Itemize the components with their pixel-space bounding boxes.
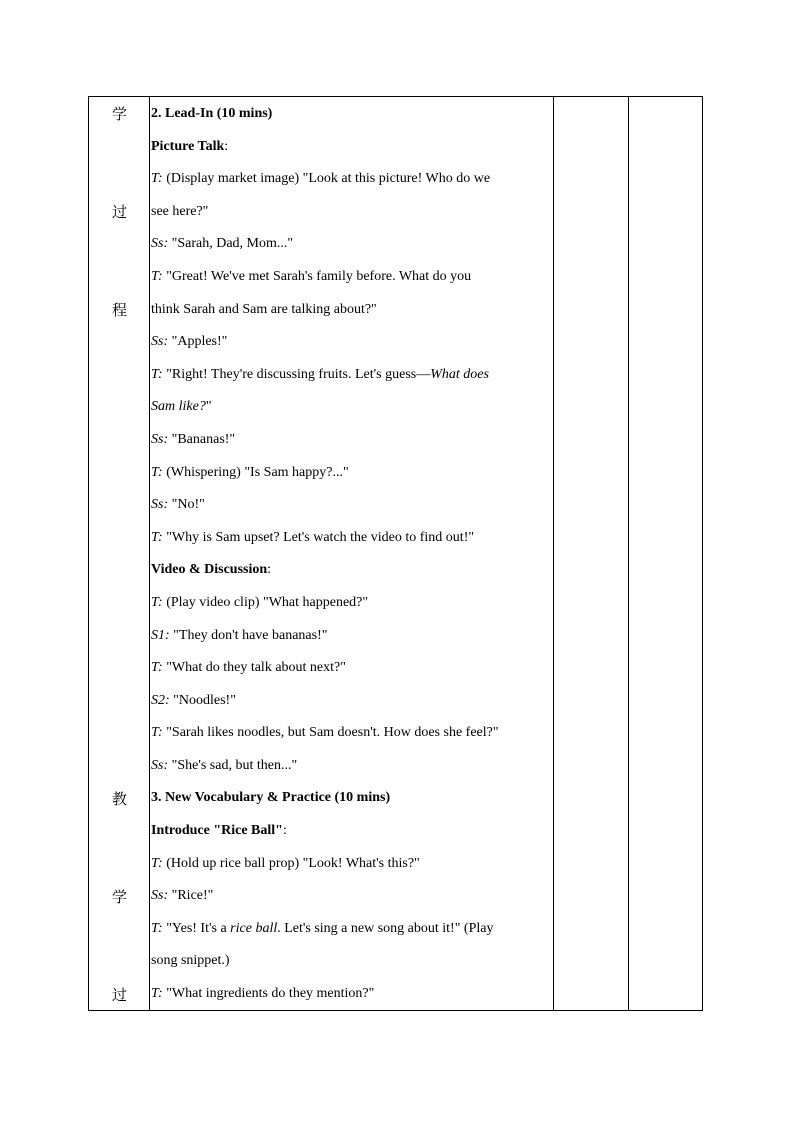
speaker-or-emphasis-text: S1: (151, 627, 170, 643)
line-text: "What do they talk about next?" (162, 660, 346, 676)
line-text: "Noodles!" (169, 692, 236, 708)
lesson-content (151, 103, 551, 1016)
column-divider (628, 97, 629, 1010)
content-line (151, 853, 551, 886)
line-text: : (267, 562, 272, 578)
column-divider (149, 97, 150, 1010)
speaker-or-emphasis-text: T: (151, 660, 163, 676)
speaker-or-emphasis-text: T: (151, 268, 163, 284)
speaker-or-emphasis-text: Ss: (151, 431, 169, 447)
line-text: "They don't have bananas!" (169, 627, 328, 643)
content-line (151, 983, 551, 1016)
side-label: 程 (111, 301, 127, 319)
content-line (151, 527, 551, 560)
line-text: . Let's sing a new song about it!" (Play (277, 920, 494, 936)
content-line (151, 787, 551, 820)
line-text: "Sarah, Dad, Mom..." (168, 236, 294, 252)
speaker-or-emphasis-text: S2: (151, 692, 170, 708)
speaker-or-emphasis-text: Ss: (151, 757, 169, 773)
line-text: " (205, 399, 212, 415)
content-line (151, 364, 551, 397)
speaker-or-emphasis-text: T: (151, 920, 163, 936)
content-line (151, 950, 551, 983)
line-text: "She's sad, but then..." (168, 757, 298, 773)
speaker-or-emphasis-text: T: (151, 464, 163, 480)
line-text: (Whispering) "Is Sam happy?..." (162, 464, 349, 480)
content-line (151, 625, 551, 658)
line-text: : (224, 138, 229, 154)
line-text: "What ingredients do they mention?" (162, 986, 375, 1002)
content-line (151, 690, 551, 723)
line-text: song snippet.) (151, 953, 230, 969)
content-line (151, 657, 551, 690)
content-line (151, 396, 551, 429)
content-line (151, 462, 551, 495)
content-line (151, 233, 551, 266)
speaker-or-emphasis-text: T: (151, 366, 163, 382)
content-line (151, 918, 551, 951)
line-text: "Rice!" (168, 888, 214, 904)
line-text: (Display market image) "Look at this picture! Who do we (162, 171, 491, 187)
speaker-or-emphasis-text: T: (151, 529, 163, 545)
content-line (151, 168, 551, 201)
content-line (151, 103, 551, 136)
line-text: "Sarah likes noodles, but Sam doesn't. How does she feel?" (162, 725, 499, 741)
heading-text: Video & Discussion (151, 562, 268, 578)
side-label: 过 (111, 986, 127, 1004)
speaker-or-emphasis-text: Ss: (151, 888, 169, 904)
content-line (151, 722, 551, 755)
heading-text: 2. Lead-In (10 mins) (151, 106, 273, 121)
content-line (151, 429, 551, 462)
line-text: "Right! They're discussing fruits. Let's guess— (162, 366, 431, 382)
speaker-or-emphasis-text: Ss: (151, 334, 169, 350)
line-text: "Yes! It's a (162, 920, 231, 936)
content-line (151, 331, 551, 364)
heading-text: Introduce "Rice Ball" (151, 823, 283, 839)
content-line (151, 494, 551, 527)
heading-text: Picture Talk (151, 138, 225, 154)
speaker-or-emphasis-text: T: (151, 855, 163, 871)
speaker-or-emphasis-text: Sam like? (151, 399, 206, 415)
line-text: "Apples!" (168, 334, 228, 350)
lesson-plan-table (88, 96, 703, 1011)
content-line (151, 820, 551, 853)
speaker-or-emphasis-text: What does (430, 366, 489, 382)
line-text: : (282, 823, 287, 839)
content-line (151, 559, 551, 592)
line-text: "Why is Sam upset? Let's watch the video to find out!" (162, 529, 475, 545)
line-text: (Hold up rice ball prop) "Look! What's this?" (162, 855, 420, 871)
content-line (151, 266, 551, 299)
line-text: (Play video clip) "What happened?" (162, 594, 369, 610)
speaker-or-emphasis-text: T: (151, 725, 163, 741)
content-line (151, 755, 551, 788)
side-label: 过 (111, 203, 127, 221)
side-label: 教 (111, 790, 127, 808)
line-text: "No!" (168, 497, 205, 513)
side-label: 学 (111, 105, 127, 123)
speaker-or-emphasis-text: rice ball (230, 920, 278, 936)
content-line (151, 136, 551, 169)
speaker-or-emphasis-text: Ss: (151, 236, 169, 252)
heading-text: 3. New Vocabulary & Practice (10 mins) (151, 790, 391, 806)
column-divider (553, 97, 554, 1010)
content-line (151, 299, 551, 332)
speaker-or-emphasis-text: T: (151, 986, 163, 1002)
speaker-or-emphasis-text: Ss: (151, 497, 169, 513)
line-text: think Sarah and Sam are talking about?" (151, 301, 377, 317)
content-line (151, 201, 551, 234)
speaker-or-emphasis-text: T: (151, 594, 163, 610)
line-text: "Bananas!" (168, 431, 236, 447)
line-text: "Great! We've met Sarah's family before. What do you (162, 268, 472, 284)
content-line (151, 592, 551, 625)
line-text: see here?" (151, 203, 209, 219)
side-label: 学 (111, 888, 127, 906)
content-line (151, 885, 551, 918)
speaker-or-emphasis-text: T: (151, 171, 163, 187)
